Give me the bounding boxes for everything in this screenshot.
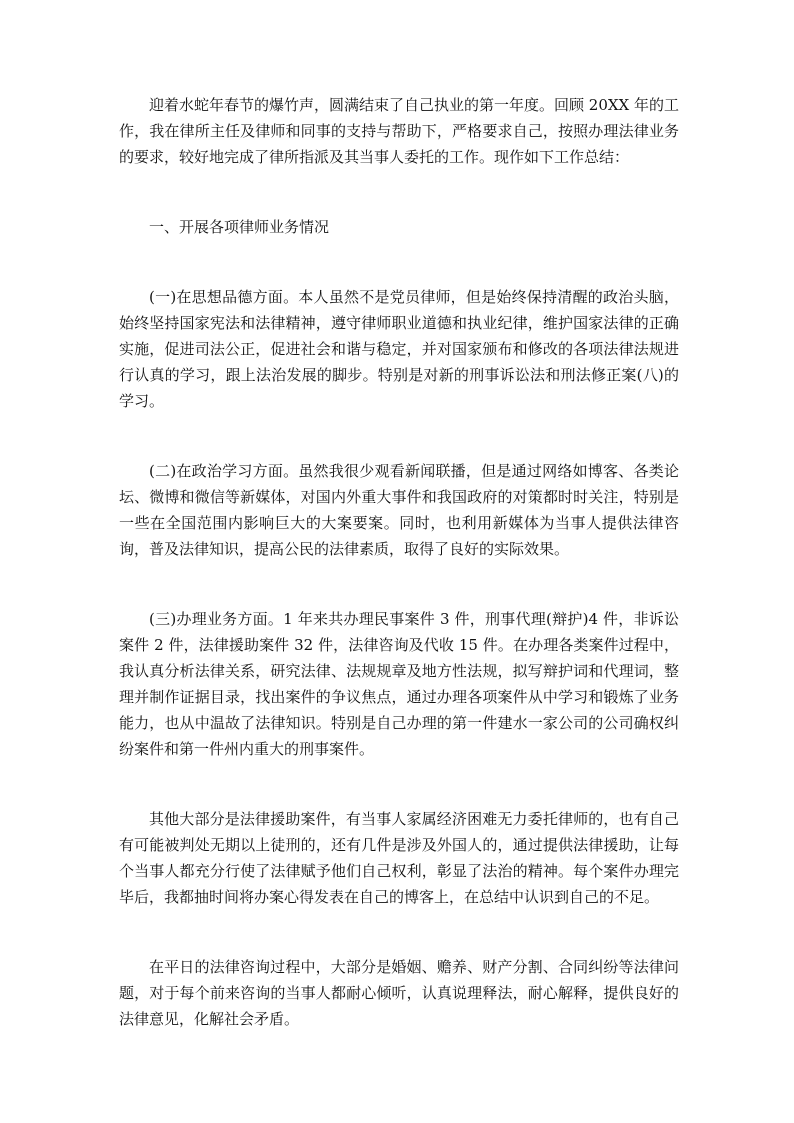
section-heading: 一、开展各项律师业务情况 xyxy=(149,218,330,236)
document-body xyxy=(119,92,679,1032)
intro-paragraph: 迎着水蛇年春节的爆竹声，圆满结束了自己执业的第一年度。回顾 20XX 年的工作，我在律所主任及律师和同事的支持与帮助下，严格要求自己，按照办理法律业务的要求，较好地完成了律所指派及其当事人委托的工作。现作如下工作总结： xyxy=(119,96,679,166)
paragraph-spacer xyxy=(119,240,679,284)
paragraph-spacer xyxy=(119,562,679,606)
ideology-paragraph: (一)在思想品德方面。本人虽然不是党员律师，但是始终保持清醒的政治头脑，始终坚持国家宪法和法律精神，遵守律师职业道德和执业纪律，维护国家法律的正确实施，促进司法公正，促进社会和谐与稳定，并对国家颁布和修改的各项法律法规进行认真的学习，跟上法治发展的脚步。特别是对新的刑事诉讼法和刑法修正案(八)的学习。 xyxy=(119,288,679,410)
consultation-paragraph: 在平日的法律咨询过程中，大部分是婚姻、赡养、财产分割、合同纠纷等法律问题，对于每个前来咨询的当事人都耐心倾听，认真说理释法，耐心解释，提供良好的法律意见，化解社会矛盾。 xyxy=(119,958,679,1028)
paragraph-spacer xyxy=(119,414,679,458)
case-handling-paragraph: (三)办理业务方面。1 年来共办理民事案件 3 件，刑事代理(辩护)4 件，非诉讼案件 2 件，法律援助案件 32 件，法律咨询及代收 15 件。在办理各类案件过程中，我认真分析法律关系，研究法律、法规规章及地方性法规，拟写辩护词和代理词，整理并制作证据目录，找出案件的争议焦点，通过办理各项案件从中学习和锻炼了业务能力，也从中温故了法律知识。特别是自己办理的第一件建水一家公司的公司确权纠纷案件和第一件州内重大的刑事案件。 xyxy=(119,610,679,758)
political-study-paragraph: (二)在政治学习方面。虽然我很少观看新闻联播，但是通过网络如博客、各类论坛、微博和微信等新媒体，对国内外重大事件和我国政府的对策都时时关注，特别是一些在全国范围内影响巨大的大案要案。同时，也利用新媒体为当事人提供法律咨询，普及法律知识，提高公民的法律素质，取得了良好的实际效果。 xyxy=(119,462,679,558)
legal-aid-paragraph: 其他大部分是法律援助案件，有当事人家属经济困难无力委托律师的，也有自己有可能被判处无期以上徒刑的，还有几件是涉及外国人的，通过提供法律援助，让每个当事人都充分行使了法律赋予他们自己权利，彰显了法治的精神。每个案件办理完毕后，我都抽时间将办案心得发表在自己的博客上，在总结中认识到自己的不足。 xyxy=(119,810,679,906)
paragraph-spacer xyxy=(119,762,679,806)
paragraph-spacer xyxy=(119,910,679,954)
paragraph-spacer xyxy=(119,170,679,214)
